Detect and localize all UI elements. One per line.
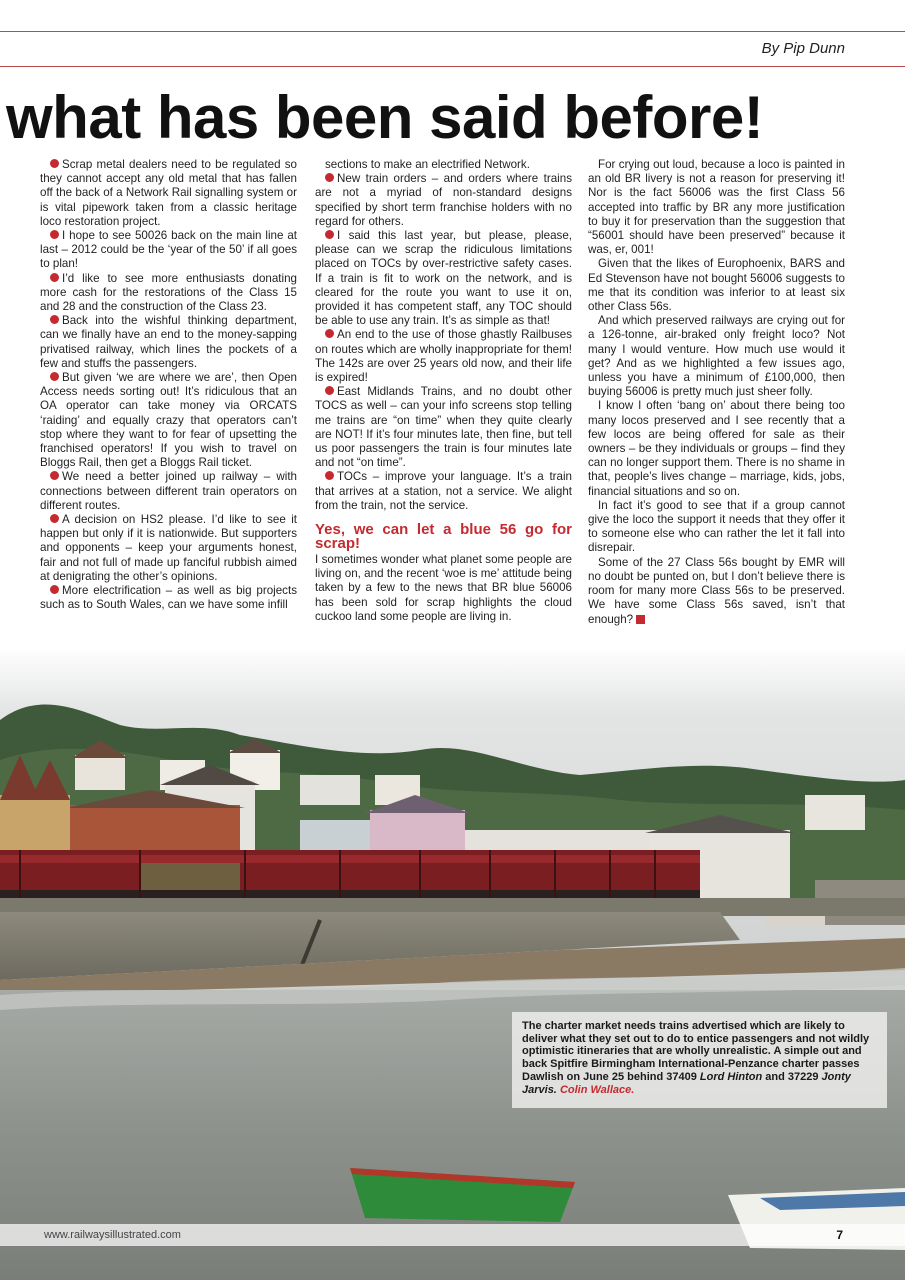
paragraph: But given ‘we are where we are’, then Open Access needs sorting out! It’s ridiculous that an OA operator can take money via ORCATS ‘raiding’ and equally crazy that operators can’t stop where they want to for fear of upsetting the franchised operators! If you wish to travel on Bloggs Rail, then get a Bloggs Rail ticket.: [40, 371, 297, 470]
bullet-icon: [325, 329, 334, 338]
photo-credit: Colin Wallace.: [559, 1083, 635, 1096]
bullet-icon: [325, 386, 334, 395]
paragraph: We need a better joined up railway – with connections between different train operators on different routes.: [40, 470, 297, 512]
photo-illustration: [0, 650, 905, 1280]
byline-rule: [0, 66, 905, 67]
headline: what has been said before!: [6, 84, 764, 151]
subheading: Yes, we can let a blue 56 go for scrap!: [315, 521, 572, 553]
bullet-icon: [50, 230, 59, 239]
paragraph: sections to make an electrified Network.: [325, 158, 530, 171]
paragraph: I’d like to see more enthusiasts donating more cash for the restorations of the Class 15 and 28 and the construction of the Class 23.: [40, 271, 297, 314]
article-column-1: [40, 158, 297, 613]
bullet-icon: [50, 514, 59, 523]
paragraph: Back into the wishful thinking department, can we finally have an end to the money-sapping privatised railway, which lines the pockets of a few and stuffs the passengers.: [40, 314, 297, 370]
paragraph: For crying out loud, because a loco is painted in an old BR livery is not a reason for preserving it! Nor is the fact 56006 was the first Class 56 accepted into traffic by BR any more justification to buy it for preservation than the suggestion that “56001 should have been preserved” because it was, er, 001!: [588, 158, 845, 257]
paragraph: Scrap metal dealers need to be regulated so they cannot accept any old metal that has fallen off the back of a Network Rail signalling system or is vital pipework taken from a classic heritage loco restoration project.: [40, 158, 297, 228]
bullet-icon: [325, 173, 334, 182]
bullet-icon: [325, 230, 334, 239]
footer-url[interactable]: www.railwaysillustrated.com: [44, 1229, 181, 1241]
paragraph: New train orders – and orders where trains are not a myriad of non-standard designs specified by short term franchise holders with no regard for others.: [315, 172, 572, 228]
paragraph: And which preserved railways are crying out for a 126-tonne, air-braked only freight loco? Not many I would venture. How much use would it get? And as we highlighted a few issues ago, unless you have a minimum of £100,000, then buying 56006 is pretty much just sheer folly.: [588, 314, 845, 399]
paragraph: A decision on HS2 please. I’d like to see it happen but only if it is nationwide. But supporters and opponents – keep your arguments honest, fair and not full of made up fanciful rubbish aimed at denigrating the other’s opinions.: [40, 513, 297, 583]
train: [0, 850, 700, 898]
paragraph: I said this last year, but please, please, please can we scrap the ridiculous limitations placed on TOCs by over-restrictive safety cases. If a train is fit to work on the network, and is cleared for the route you want to use it on, provided it has competent staff, any TOC should be able to use any train. It’s as simple as that!: [315, 229, 572, 328]
paragraph: I hope to see 50026 back on the main line at last – 2012 could be the ‘year of the 50’ if all goes to plan!: [40, 229, 297, 271]
top-rule: [0, 31, 905, 32]
byline: By Pip Dunn: [761, 40, 845, 57]
paragraph: TOCs – improve your language. It’s a train that arrives at a station, not a service. We alight from the train, not the service.: [315, 470, 572, 512]
article-column-3: [588, 158, 845, 627]
paragraph: East Midlands Trains, and no doubt other TOCS as well – can your info screens stop telling me trains are “on time” when they quite clearly are NOT! If it’s four minutes late, then fine, but tell us poor passengers the train is four minutes late and not “on time”.: [315, 385, 572, 470]
bullet-icon: [325, 471, 334, 480]
end-of-article-icon: [636, 615, 645, 624]
paragraph: Some of the 27 Class 56s bought by EMR will no doubt be punted on, but I don’t believe there is room for many more Class 56s to be preserved. We have some Class 56s saved, isn’t that enough?: [588, 555, 845, 626]
photo-caption: The charter market needs trains advertised which are likely to deliver what they set out to do to entice passengers and not wildly optimistic itineraries that are wholly unrealistic. A simple out and back Spitfire Birmingham International-Penzance charter passes Dawlish on June 25 behind 37409 Lord Hinton and 37229 Jonty Jarvis. Colin Wallace.: [512, 1012, 887, 1108]
paragraph: More electrification – as well as big projects such as to South Wales, can we have some infill: [40, 584, 297, 612]
paragraph: Given that the likes of Europhoenix, BARS and Ed Stevenson have not bought 56006 suggests to me that its condition was inferior to at least six other Class 56s.: [588, 257, 845, 314]
bullet-icon: [50, 585, 59, 594]
bullet-icon: [50, 159, 59, 168]
bullet-icon: [50, 471, 59, 480]
paragraph: I sometimes wonder what planet some people are living on, and the recent ‘woe is me’ attitude being taken by a few to the news that BR blue 56006 has been sold for scrap highlights the cloud cuckoo land some people are living in.: [315, 553, 572, 623]
photo-dawlish-charter-train: [0, 650, 905, 1280]
bullet-icon: [50, 315, 59, 324]
paragraph: In fact it’s good to see that if a group cannot give the loco the support it needs that they offer it to someone else who can rather the let it fall into disrepair.: [588, 498, 845, 555]
paragraph: An end to the use of those ghastly Railbuses on routes which are wholly inappropriate for them! The 142s are over 25 years old now, and their life is expired!: [315, 328, 572, 385]
article-column-2: [315, 158, 572, 624]
page-number: 7: [836, 1228, 843, 1242]
bullet-icon: [50, 372, 59, 381]
bullet-icon: [50, 273, 59, 282]
paragraph: I know I often ‘bang on’ about there being too many locos preserved and I see recently that a few locos are being offered for sale as their owners – be they individuals or groups – find they can no longer support them. There is no shame in that, people’s lives change – marriage, kids, jobs, financial situations and so on.: [588, 399, 845, 498]
